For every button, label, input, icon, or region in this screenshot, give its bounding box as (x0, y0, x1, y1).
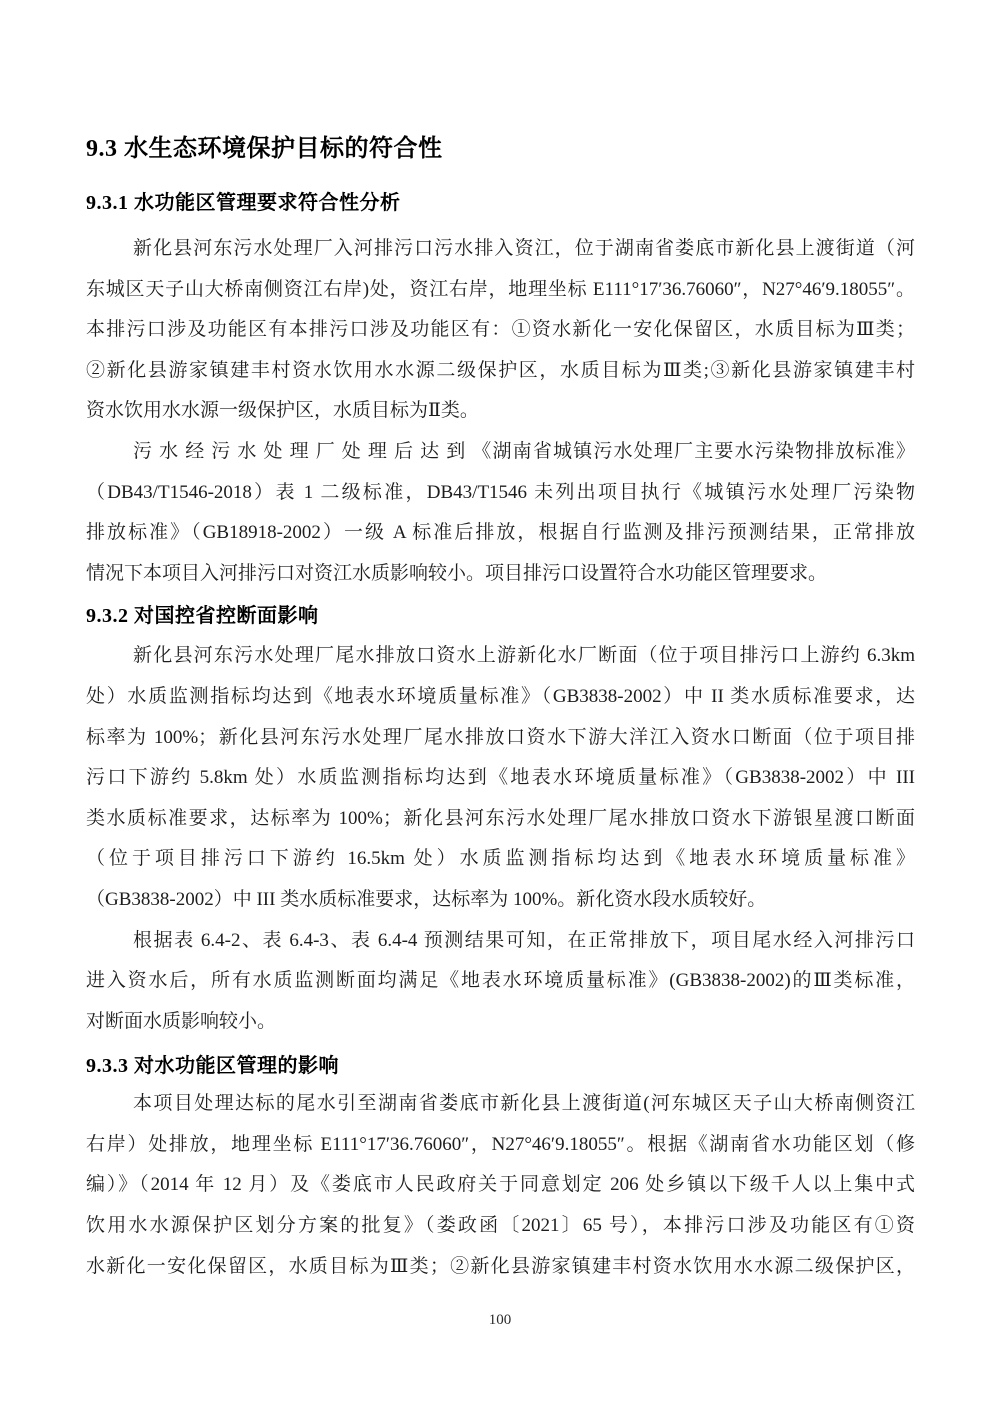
text-line: 饮用水水源保护区划分方案的批复》（娄政函〔2021〕65 号），本排污口涉及功能区有①资 (86, 1215, 915, 1237)
section-heading-9-3-3: 9.3.3 对水功能区管理的影响 (86, 1055, 339, 1078)
section-heading-9-3: 9.3 水生态环境保护目标的符合性 (86, 136, 443, 162)
page-number: 100 (488, 1312, 512, 1328)
paragraph-3 (86, 636, 915, 920)
text-line: 污口下游约 5.8km 处）水质监测指标均达到《地表水环境质量标准》（GB3838-2002）中 III (86, 767, 915, 789)
text-line: 处）水质监测指标均达到《地表水环境质量标准》（GB3838-2002）中 II 类水质标准要求，达 (86, 685, 915, 707)
text-line: 排放标准》（GB18918-2002）一级 A 标准后排放，根据自行监测及排污预测结果，正常排放 (86, 522, 915, 544)
text-line: 本项目处理达标的尾水引至湖南省娄底市新化县上渡街道(河东城区天子山大桥南侧资江 (133, 1093, 915, 1115)
text-line: 新化县河东污水处理厂入河排污口污水排入资江，位于湖南省娄底市新化县上渡街道（河 (133, 238, 915, 259)
paragraph-5 (86, 1084, 915, 1287)
text-line: （位于项目排污口下游约 16.5km 处）水质监测指标均达到《地表水环境质量标准》 (86, 848, 915, 870)
paragraph-2 (86, 432, 915, 594)
section-heading-9-3-1: 9.3.1 水功能区管理要求符合性分析 (86, 192, 401, 214)
text-line: 本排污口涉及功能区有本排污口涉及功能区有：①资水新化一安化保留区，水质目标为Ⅲ类； (86, 319, 915, 341)
text-line: 右岸）处排放，地理坐标 E111°17′36.76060″，N27°46′9.18055″。根据《湖南省水功能区划（修 (86, 1133, 915, 1155)
paragraph-1 (86, 229, 915, 432)
text-line: 水新化一安化保留区，水质目标为Ⅲ类；②新化县游家镇建丰村资水饮用水水源二级保护区， (86, 1255, 915, 1277)
section-heading-9-3-2: 9.3.2 对国控省控断面影响 (86, 605, 319, 628)
text-line: 根据表 6.4-2、表 6.4-3、表 6.4-4 预测结果可知，在正常排放下，项目尾水经入河排污口 (133, 929, 915, 951)
text-line: 资水饮用水水源一级保护区，水质目标为Ⅱ类。 (86, 400, 479, 422)
paragraph-4 (86, 921, 915, 1043)
text-line: 新化县河东污水处理厂尾水排放口资水上游新化水厂断面（位于项目排污口上游约 6.3km (133, 645, 915, 667)
text-line: 对断面水质影响较小。 (86, 1010, 277, 1032)
text-line: 编）》（2014 年 12 月）及《娄底市人民政府关于同意划定 206 处乡镇以下级千人以上集中式 (86, 1174, 915, 1196)
text-line: （DB43/T1546-2018）表 1 二级标准，DB43/T1546 未列出项目执行《城镇污水处理厂污染物 (86, 481, 915, 503)
text-line: 类水质标准要求，达标率为 100%；新化县河东污水处理厂尾水排放口资水下游银星渡口断面 (86, 807, 915, 829)
text-line: （GB3838-2002）中 III 类水质标准要求，达标率为 100%。新化资水段水质较好。 (86, 888, 767, 910)
text-line: ②新化县游家镇建丰村资水饮用水水源二级保护区，水质目标为Ⅲ类;③新化县游家镇建丰村 (86, 359, 915, 381)
text-line: 情况下本项目入河排污口对资江水质影响较小。项目排污口设置符合水功能区管理要求。 (86, 562, 828, 584)
text-line: 进入资水后，所有水质监测断面均满足《地表水环境质量标准》(GB3838-2002)的Ⅲ类标准， (86, 970, 915, 992)
text-line: 标率为 100%；新化县河东污水处理厂尾水排放口资水下游大洋江入资水口断面（位于项目排 (86, 726, 915, 748)
text-line: 东城区天子山大桥南侧资江右岸)处，资江右岸，地理坐标 E111°17′36.76060″，N27°46′9.18055″。 (86, 278, 915, 300)
text-line: 污 水 经 污 水 处 理 厂 处 理 后 达 到 《湖南省城镇污水处理厂主要水污染物排放标准》 (133, 440, 915, 462)
